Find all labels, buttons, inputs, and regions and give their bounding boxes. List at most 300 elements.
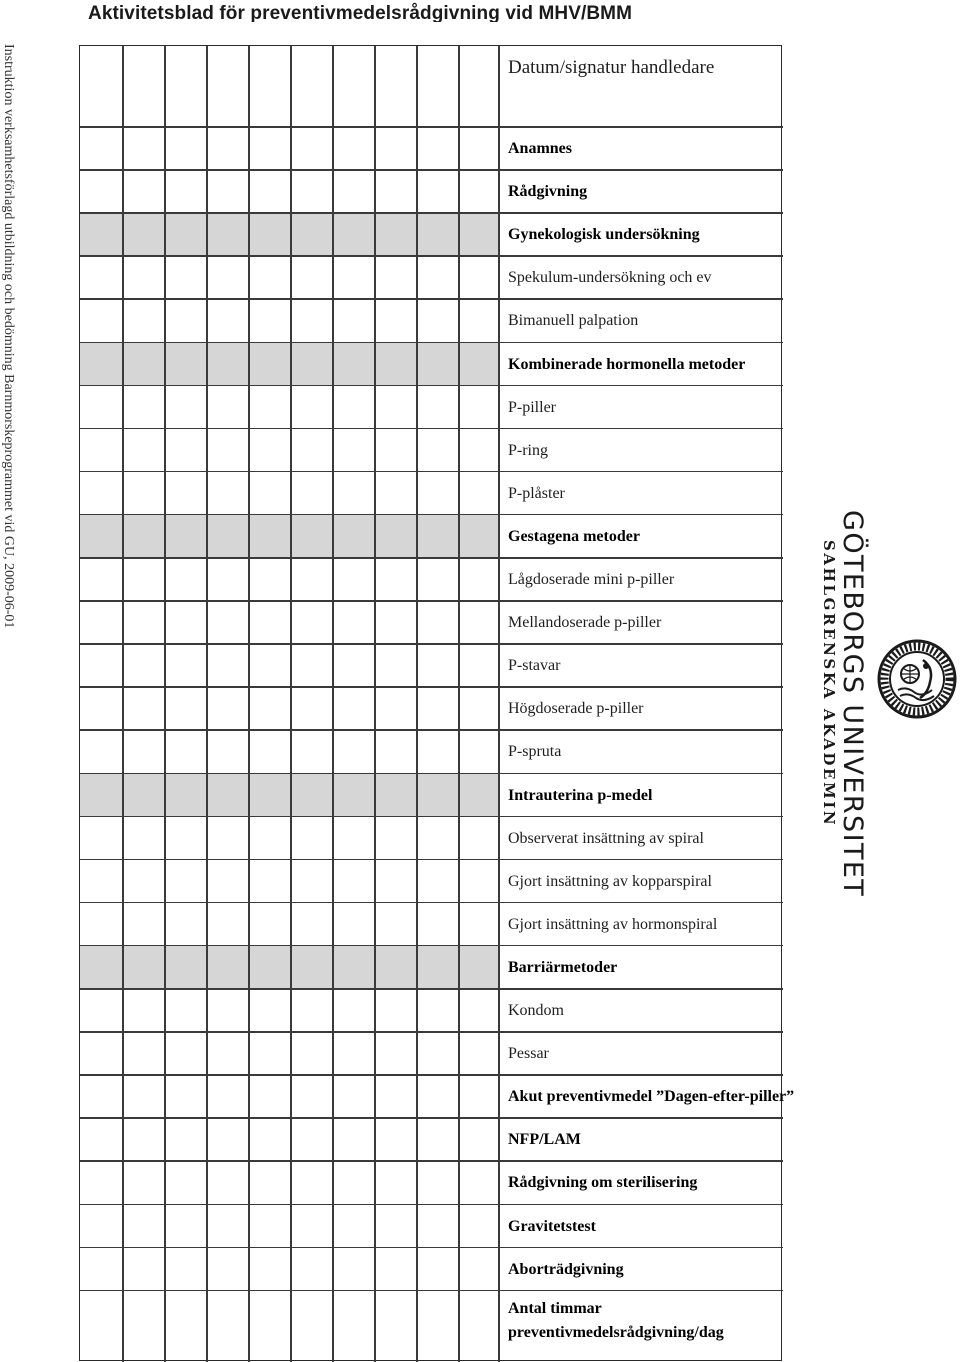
- signature-cell[interactable]: [206, 1160, 248, 1203]
- signature-cell[interactable]: [458, 729, 498, 772]
- signature-cell[interactable]: [206, 255, 248, 298]
- signature-cell[interactable]: [332, 169, 374, 212]
- signature-cell[interactable]: [164, 1117, 206, 1160]
- signature-cell[interactable]: [206, 1074, 248, 1117]
- signature-cell[interactable]: [332, 1117, 374, 1160]
- signature-cell[interactable]: [290, 385, 332, 428]
- signature-cell[interactable]: [80, 729, 122, 772]
- signature-cell[interactable]: [374, 686, 416, 729]
- signature-cell[interactable]: [122, 729, 164, 772]
- signature-cell[interactable]: [80, 988, 122, 1031]
- signature-cell[interactable]: [374, 255, 416, 298]
- signature-cell[interactable]: [248, 428, 290, 471]
- signature-cell[interactable]: [248, 1031, 290, 1074]
- signature-cell[interactable]: [248, 1074, 290, 1117]
- signature-cell[interactable]: [374, 1247, 416, 1290]
- signature-cell[interactable]: [374, 557, 416, 600]
- signature-cell[interactable]: [122, 471, 164, 514]
- signature-cell[interactable]: [164, 988, 206, 1031]
- signature-cell[interactable]: [290, 342, 332, 385]
- signature-cell[interactable]: [248, 643, 290, 686]
- signature-cell[interactable]: [80, 773, 122, 816]
- signature-cell[interactable]: [458, 1247, 498, 1290]
- signature-cell[interactable]: [374, 1117, 416, 1160]
- signature-cell[interactable]: [290, 1031, 332, 1074]
- signature-cell[interactable]: [248, 816, 290, 859]
- signature-cell[interactable]: [248, 385, 290, 428]
- signature-cell[interactable]: [164, 686, 206, 729]
- signature-cell[interactable]: [164, 514, 206, 557]
- signature-cell[interactable]: [80, 1074, 122, 1117]
- signature-cell[interactable]: [206, 471, 248, 514]
- signature-cell[interactable]: [290, 600, 332, 643]
- signature-cell[interactable]: [164, 342, 206, 385]
- signature-cell[interactable]: [458, 471, 498, 514]
- signature-cell[interactable]: [164, 298, 206, 341]
- signature-cell[interactable]: [206, 1247, 248, 1290]
- signature-cell[interactable]: [416, 1074, 458, 1117]
- signature-cell[interactable]: [332, 773, 374, 816]
- signature-cell[interactable]: [290, 773, 332, 816]
- signature-cell[interactable]: [164, 773, 206, 816]
- signature-cell[interactable]: [290, 126, 332, 169]
- signature-cell[interactable]: [80, 212, 122, 255]
- signature-cell[interactable]: [416, 471, 458, 514]
- signature-cell[interactable]: [374, 471, 416, 514]
- signature-cell[interactable]: [206, 816, 248, 859]
- signature-cell[interactable]: [416, 1031, 458, 1074]
- signature-cell[interactable]: [122, 1290, 164, 1333]
- signature-cell[interactable]: [122, 342, 164, 385]
- signature-cell[interactable]: [290, 298, 332, 341]
- signature-cell[interactable]: [374, 385, 416, 428]
- signature-cell[interactable]: [80, 46, 122, 126]
- signature-cell[interactable]: [164, 729, 206, 772]
- signature-cell[interactable]: [374, 428, 416, 471]
- signature-cell[interactable]: [122, 385, 164, 428]
- signature-cell[interactable]: [416, 428, 458, 471]
- signature-cell[interactable]: [248, 1204, 290, 1247]
- signature-cell[interactable]: [416, 686, 458, 729]
- signature-cell[interactable]: [458, 988, 498, 1031]
- signature-cell[interactable]: [164, 557, 206, 600]
- signature-cell[interactable]: [122, 255, 164, 298]
- signature-cell[interactable]: [332, 255, 374, 298]
- row-label: Gravitetstest: [508, 1217, 596, 1235]
- signature-cell[interactable]: [80, 557, 122, 600]
- signature-cell[interactable]: [80, 859, 122, 902]
- signature-cell[interactable]: [290, 859, 332, 902]
- signature-cell[interactable]: [206, 212, 248, 255]
- signature-cell[interactable]: [122, 686, 164, 729]
- signature-cell[interactable]: [248, 945, 290, 988]
- signature-cell[interactable]: [164, 600, 206, 643]
- signature-cell[interactable]: [332, 988, 374, 1031]
- signature-cell[interactable]: [122, 816, 164, 859]
- signature-cell[interactable]: [290, 1117, 332, 1160]
- signature-cell[interactable]: [332, 212, 374, 255]
- signature-cell[interactable]: [206, 1117, 248, 1160]
- signature-cell[interactable]: [80, 816, 122, 859]
- signature-cell[interactable]: [80, 169, 122, 212]
- signature-cell[interactable]: [332, 428, 374, 471]
- signature-cell[interactable]: [374, 859, 416, 902]
- signature-cell[interactable]: [374, 600, 416, 643]
- signature-cell[interactable]: [164, 816, 206, 859]
- signature-cell[interactable]: [122, 902, 164, 945]
- signature-cell[interactable]: [248, 686, 290, 729]
- signature-cell[interactable]: [374, 1074, 416, 1117]
- signature-cell[interactable]: [164, 471, 206, 514]
- signature-cell[interactable]: [290, 1204, 332, 1247]
- signature-cell[interactable]: [374, 298, 416, 341]
- signature-cell[interactable]: [458, 945, 498, 988]
- signature-cell[interactable]: [332, 1031, 374, 1074]
- row-label: Rådgivning: [508, 183, 588, 201]
- signature-cell[interactable]: [458, 557, 498, 600]
- signature-cell[interactable]: [80, 902, 122, 945]
- signature-cell[interactable]: [206, 686, 248, 729]
- signature-cell[interactable]: [374, 514, 416, 557]
- signature-cell[interactable]: [290, 729, 332, 772]
- signature-cell[interactable]: [374, 729, 416, 772]
- signature-cell[interactable]: [332, 342, 374, 385]
- signature-cell[interactable]: [332, 945, 374, 988]
- signature-cell[interactable]: [248, 773, 290, 816]
- signature-cell[interactable]: [80, 255, 122, 298]
- signature-cell[interactable]: [122, 773, 164, 816]
- signature-cell[interactable]: [374, 816, 416, 859]
- signature-cell[interactable]: [164, 859, 206, 902]
- signature-cell[interactable]: [206, 945, 248, 988]
- signature-cell[interactable]: [290, 686, 332, 729]
- signature-cell[interactable]: [458, 816, 498, 859]
- signature-cell[interactable]: [374, 212, 416, 255]
- signature-cell[interactable]: [458, 902, 498, 945]
- signature-cell[interactable]: [290, 212, 332, 255]
- signature-cell[interactable]: [122, 212, 164, 255]
- signature-cell[interactable]: [332, 385, 374, 428]
- signature-cell[interactable]: [248, 988, 290, 1031]
- signature-cell[interactable]: [80, 1117, 122, 1160]
- signature-cell[interactable]: [458, 1074, 498, 1117]
- signature-cell[interactable]: [80, 945, 122, 988]
- signature-cell[interactable]: [164, 212, 206, 255]
- signature-cell[interactable]: [332, 1160, 374, 1203]
- signature-cell[interactable]: [206, 46, 248, 126]
- signature-cell[interactable]: [206, 342, 248, 385]
- signature-cell[interactable]: [206, 126, 248, 169]
- signature-cell[interactable]: [374, 1160, 416, 1203]
- signature-cell[interactable]: [206, 1031, 248, 1074]
- signature-cell[interactable]: [80, 514, 122, 557]
- signature-cell[interactable]: [122, 1160, 164, 1203]
- signature-cell[interactable]: [374, 169, 416, 212]
- signature-cell[interactable]: [206, 773, 248, 816]
- signature-cell[interactable]: [458, 169, 498, 212]
- signature-cell[interactable]: [164, 1204, 206, 1247]
- signature-cell[interactable]: [416, 385, 458, 428]
- signature-cell[interactable]: [458, 643, 498, 686]
- signature-cell[interactable]: [332, 643, 374, 686]
- signature-cell[interactable]: [374, 126, 416, 169]
- signature-cell[interactable]: [458, 1160, 498, 1203]
- signature-cell[interactable]: [416, 1204, 458, 1247]
- signature-cell[interactable]: [206, 428, 248, 471]
- signature-cell[interactable]: [416, 902, 458, 945]
- signature-cell[interactable]: [290, 1290, 332, 1333]
- signature-cell[interactable]: [206, 385, 248, 428]
- signature-cell[interactable]: [458, 600, 498, 643]
- signature-cell[interactable]: [122, 298, 164, 341]
- signature-cell[interactable]: [416, 1247, 458, 1290]
- signature-cell[interactable]: [206, 600, 248, 643]
- signature-cell[interactable]: [122, 126, 164, 169]
- signature-cell[interactable]: [122, 1204, 164, 1247]
- signature-cell[interactable]: [80, 298, 122, 341]
- signature-cell[interactable]: [248, 255, 290, 298]
- signature-cell[interactable]: [122, 557, 164, 600]
- signature-cell[interactable]: [332, 686, 374, 729]
- row-label: Gestagena metoder: [508, 527, 640, 545]
- signature-cell[interactable]: [416, 169, 458, 212]
- signature-cell[interactable]: [80, 1290, 122, 1333]
- signature-cell[interactable]: [164, 46, 206, 126]
- page-title: Aktivitetsblad för preventivmedelsrådgivning vid MHV/BMM: [88, 3, 633, 22]
- signature-cell[interactable]: [80, 471, 122, 514]
- signature-cell[interactable]: [374, 342, 416, 385]
- university-name: GÖTEBORGS UNIVERSITET: [837, 510, 868, 898]
- signature-cell[interactable]: [248, 729, 290, 772]
- signature-cell[interactable]: [248, 126, 290, 169]
- signature-cell[interactable]: [374, 902, 416, 945]
- signature-cell[interactable]: [206, 298, 248, 341]
- signature-cell[interactable]: [416, 945, 458, 988]
- signature-cell[interactable]: [416, 773, 458, 816]
- signature-cell[interactable]: [164, 1247, 206, 1290]
- signature-cell[interactable]: [122, 46, 164, 126]
- signature-cell[interactable]: [164, 169, 206, 212]
- signature-cell[interactable]: [458, 1290, 498, 1333]
- signature-cell[interactable]: [374, 1031, 416, 1074]
- signature-cell[interactable]: [458, 126, 498, 169]
- signature-cell[interactable]: [332, 600, 374, 643]
- signature-cell[interactable]: [248, 1117, 290, 1160]
- signature-cell[interactable]: [332, 46, 374, 126]
- signature-cell[interactable]: [248, 557, 290, 600]
- signature-cell[interactable]: [458, 859, 498, 902]
- signature-cell[interactable]: [416, 557, 458, 600]
- signature-cell[interactable]: [164, 643, 206, 686]
- signature-cell[interactable]: [416, 298, 458, 341]
- signature-cell[interactable]: [458, 686, 498, 729]
- signature-cell[interactable]: [206, 1204, 248, 1247]
- signature-cell[interactable]: [374, 945, 416, 988]
- signature-cell[interactable]: [248, 169, 290, 212]
- signature-cell[interactable]: [416, 859, 458, 902]
- signature-cell[interactable]: [206, 514, 248, 557]
- signature-cell[interactable]: [206, 729, 248, 772]
- signature-cell[interactable]: [164, 1031, 206, 1074]
- signature-cell[interactable]: [122, 1074, 164, 1117]
- signature-cell[interactable]: [458, 428, 498, 471]
- signature-cell[interactable]: [164, 1074, 206, 1117]
- signature-cell[interactable]: [374, 988, 416, 1031]
- signature-cell[interactable]: [332, 1204, 374, 1247]
- signature-cell[interactable]: [416, 988, 458, 1031]
- signature-cell[interactable]: [290, 1160, 332, 1203]
- signature-cell[interactable]: [290, 643, 332, 686]
- signature-cell[interactable]: [416, 255, 458, 298]
- signature-cell[interactable]: [416, 1160, 458, 1203]
- signature-cell[interactable]: [458, 1031, 498, 1074]
- signature-cell[interactable]: [458, 385, 498, 428]
- signature-cell[interactable]: [122, 945, 164, 988]
- signature-cell[interactable]: [80, 643, 122, 686]
- signature-cell[interactable]: [248, 1290, 290, 1333]
- signature-cell[interactable]: [122, 1031, 164, 1074]
- signature-cell[interactable]: [290, 816, 332, 859]
- signature-cell[interactable]: [416, 816, 458, 859]
- signature-cell[interactable]: [206, 859, 248, 902]
- signature-cell[interactable]: [290, 988, 332, 1031]
- signature-cell[interactable]: [458, 212, 498, 255]
- signature-cell[interactable]: [248, 471, 290, 514]
- signature-cell[interactable]: [206, 1290, 248, 1333]
- signature-cell[interactable]: [122, 169, 164, 212]
- signature-cell[interactable]: [458, 1117, 498, 1160]
- signature-cell[interactable]: [206, 643, 248, 686]
- signature-cell[interactable]: [290, 945, 332, 988]
- row-label: Anamnes: [508, 140, 573, 157]
- signature-cell[interactable]: [290, 428, 332, 471]
- row-label: Gjort insättning av kopparspiral: [508, 872, 712, 890]
- signature-cell[interactable]: [122, 600, 164, 643]
- signature-cell[interactable]: [248, 342, 290, 385]
- signature-cell[interactable]: [164, 902, 206, 945]
- row-label: Antal timmar preventivmedelsrådgivning/dag: [508, 1299, 724, 1341]
- signature-cell[interactable]: [80, 600, 122, 643]
- signature-cell[interactable]: [332, 471, 374, 514]
- signature-cell[interactable]: [416, 46, 458, 126]
- signature-cell[interactable]: [458, 342, 498, 385]
- signature-cell[interactable]: [290, 557, 332, 600]
- signature-cell[interactable]: [80, 385, 122, 428]
- signature-cell[interactable]: [332, 729, 374, 772]
- signature-cell[interactable]: [80, 342, 122, 385]
- signature-cell[interactable]: [416, 729, 458, 772]
- signature-cell[interactable]: [458, 46, 498, 126]
- signature-cell[interactable]: [122, 1247, 164, 1290]
- signature-cell[interactable]: [458, 514, 498, 557]
- signature-cell[interactable]: [164, 126, 206, 169]
- signature-cell[interactable]: [332, 902, 374, 945]
- signature-cell[interactable]: [248, 902, 290, 945]
- signature-cell[interactable]: [248, 1247, 290, 1290]
- signature-cell[interactable]: [416, 1290, 458, 1333]
- signature-cell[interactable]: [122, 1117, 164, 1160]
- signature-cell[interactable]: [332, 557, 374, 600]
- signature-cell[interactable]: [332, 816, 374, 859]
- signature-cell[interactable]: [206, 988, 248, 1031]
- row-label: Gynekologisk undersökning: [508, 226, 700, 244]
- row-label: Kombinerade hormonella metoder: [508, 355, 746, 373]
- signature-cell[interactable]: [290, 255, 332, 298]
- signature-cell[interactable]: [458, 1204, 498, 1247]
- signature-cell[interactable]: [374, 46, 416, 126]
- signature-cell[interactable]: [80, 1247, 122, 1290]
- signature-cell[interactable]: [164, 1290, 206, 1333]
- signature-cell[interactable]: [80, 428, 122, 471]
- signature-cell[interactable]: [290, 1247, 332, 1290]
- signature-cell[interactable]: [374, 1290, 416, 1333]
- signature-cell[interactable]: [206, 557, 248, 600]
- signature-cell[interactable]: [248, 859, 290, 902]
- signature-cell[interactable]: [80, 1031, 122, 1074]
- signature-cell[interactable]: [122, 514, 164, 557]
- signature-cell[interactable]: [416, 342, 458, 385]
- signature-cell[interactable]: [122, 643, 164, 686]
- signature-cell[interactable]: [374, 643, 416, 686]
- signature-cell[interactable]: [122, 988, 164, 1031]
- signature-cell[interactable]: [164, 385, 206, 428]
- signature-cell[interactable]: [416, 643, 458, 686]
- signature-cell[interactable]: [458, 298, 498, 341]
- signature-cell[interactable]: [290, 514, 332, 557]
- signature-cell[interactable]: [122, 428, 164, 471]
- signature-cell[interactable]: [248, 600, 290, 643]
- signature-cell[interactable]: [416, 514, 458, 557]
- signature-cell[interactable]: [290, 46, 332, 126]
- signature-cell[interactable]: [248, 298, 290, 341]
- signature-cell[interactable]: [164, 255, 206, 298]
- signature-cell[interactable]: [80, 1160, 122, 1203]
- signature-cell[interactable]: [374, 773, 416, 816]
- signature-cell[interactable]: [416, 1117, 458, 1160]
- signature-cell[interactable]: [332, 126, 374, 169]
- signature-cell[interactable]: [416, 126, 458, 169]
- signature-cell[interactable]: [332, 1290, 374, 1333]
- signature-cell[interactable]: [332, 859, 374, 902]
- signature-cell[interactable]: [458, 255, 498, 298]
- signature-cell[interactable]: [164, 1160, 206, 1203]
- signature-cell[interactable]: [164, 428, 206, 471]
- signature-cell[interactable]: [416, 600, 458, 643]
- signature-cell[interactable]: [248, 46, 290, 126]
- signature-cell[interactable]: [164, 945, 206, 988]
- signature-cell[interactable]: [332, 1074, 374, 1117]
- signature-cell[interactable]: [80, 1204, 122, 1247]
- signature-cell[interactable]: [290, 1074, 332, 1117]
- signature-cell[interactable]: [332, 514, 374, 557]
- signature-cell[interactable]: [206, 169, 248, 212]
- signature-cell[interactable]: [248, 1160, 290, 1203]
- signature-cell[interactable]: [290, 169, 332, 212]
- signature-cell[interactable]: [374, 1204, 416, 1247]
- signature-cell[interactable]: [248, 212, 290, 255]
- signature-cell[interactable]: [416, 212, 458, 255]
- signature-cell[interactable]: [80, 686, 122, 729]
- signature-cell[interactable]: [332, 1247, 374, 1290]
- signature-cell[interactable]: [80, 126, 122, 169]
- signature-cell[interactable]: [332, 298, 374, 341]
- signature-cell[interactable]: [122, 859, 164, 902]
- signature-cell[interactable]: [290, 902, 332, 945]
- signature-cell[interactable]: [206, 902, 248, 945]
- signature-cell[interactable]: [248, 514, 290, 557]
- signature-cell[interactable]: [458, 773, 498, 816]
- signature-cell[interactable]: [290, 471, 332, 514]
